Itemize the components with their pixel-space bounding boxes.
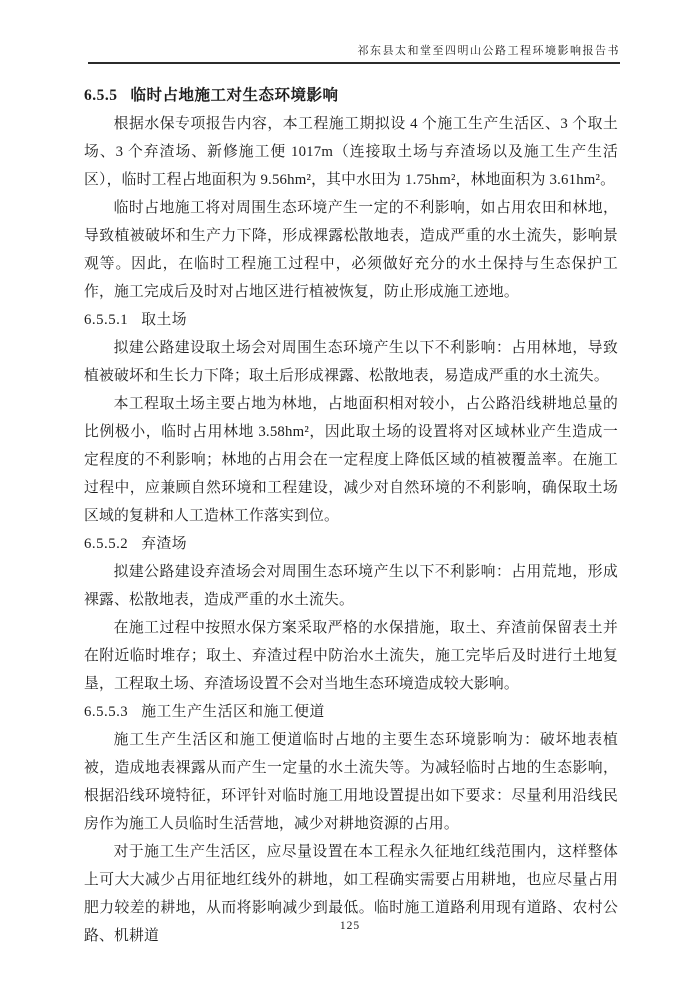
page-number: 125 xyxy=(339,920,361,932)
heading-6-5-5-1 xyxy=(84,306,618,334)
heading-title: 弃渣场 xyxy=(141,536,188,552)
heading-6-5-5-2 xyxy=(84,530,618,558)
heading-6-5-5-3 xyxy=(84,698,618,726)
paragraph-6: 在施工过程中按照水保方案采取严格的水保措施，取土、弃渣前保留表土并在附近临时堆存；取土、弃渣过程中防治水土流失，施工完毕后及时进行土地复垦，工程取土场、弃渣场设置不会对当地生态环境造成较大影响。 xyxy=(84,620,618,692)
header-divider xyxy=(88,62,620,64)
heading-6-5-5 xyxy=(84,82,618,110)
paragraph-8: 对于施工生产生活区，应尽量设置在本工程永久征地红线范围内，这样整体上可大大减少占用征地红线外的耕地，如工程确实需要占用耕地，也应尽量占用肥力较差的耕地，从而将影响减少到最低。临时施工道路利用现有道路、农村公路、机耕道 xyxy=(84,844,618,944)
page-header xyxy=(88,42,620,64)
paragraph-4: 本工程取土场主要占地为林地，占地面积相对较小，占公路沿线耕地总量的比例极小，临时占用林地 3.58hm²，因此取土场的设置将对区域林业产生造成一定程度的不利影响；林地的占用会在一定程度上降低区域的植被覆盖率。在施工过程中，应兼顾自然环境和工程建设，减少对自然环境的不利影响，确保取土场区域的复耕和人工造林工作落实到位。 xyxy=(84,396,618,524)
heading-title: 临时占地施工对生态环境影响 xyxy=(130,87,339,104)
report-title: 祁东县太和堂至四明山公路工程环境影响报告书 xyxy=(357,45,620,57)
heading-number: 6.5.5.1 xyxy=(84,312,129,328)
heading-number: 6.5.5.2 xyxy=(84,536,129,552)
page-footer xyxy=(0,916,700,934)
heading-title: 施工生产生活区和施工便道 xyxy=(141,704,325,720)
document-body xyxy=(84,82,618,950)
paragraph-2: 临时占地施工将对周围生态环境产生一定的不利影响，如占用农田和林地，导致植被破坏和生产力下降，形成裸露松散地表，造成严重的水土流失，影响景观等。因此，在临时工程施工过程中，必须做好充分的水土保持与生态保护工作，施工完成后及时对占地区进行植被恢复，防止形成施工迹地。 xyxy=(84,200,618,300)
paragraph-5: 拟建公路建设弃渣场会对周围生态环境产生以下不利影响：占用荒地，形成裸露、松散地表，造成严重的水土流失。 xyxy=(84,564,618,608)
paragraph-3: 拟建公路建设取土场会对周围生态环境产生以下不利影响：占用林地，导致植被破坏和生长力下降；取土后形成裸露、松散地表，易造成严重的水土流失。 xyxy=(84,340,618,384)
heading-title: 取土场 xyxy=(141,312,188,328)
heading-number: 6.5.5.3 xyxy=(84,704,129,720)
paragraph-1: 根据水保专项报告内容，本工程施工期拟设 4 个施工生产生活区、3 个取土场、3 个弃渣场、新修施工便 1017m（连接取土场与弃渣场以及施工生产生活区），临时工程占地面积为 9.56hm²，其中水田为 1.75hm²，林地面积为 3.61hm²。 xyxy=(84,116,618,188)
heading-number: 6.5.5 xyxy=(84,87,118,104)
paragraph-7: 施工生产生活区和施工便道临时占地的主要生态环境影响为：破坏地表植被，造成地表裸露从而产生一定量的水土流失等。为减轻临时占地的生态影响，根据沿线环境特征，环评针对临时施工用地设置提出如下要求：尽量利用沿线民房作为施工人员临时生活营地，减少对耕地资源的占用。 xyxy=(84,732,618,832)
